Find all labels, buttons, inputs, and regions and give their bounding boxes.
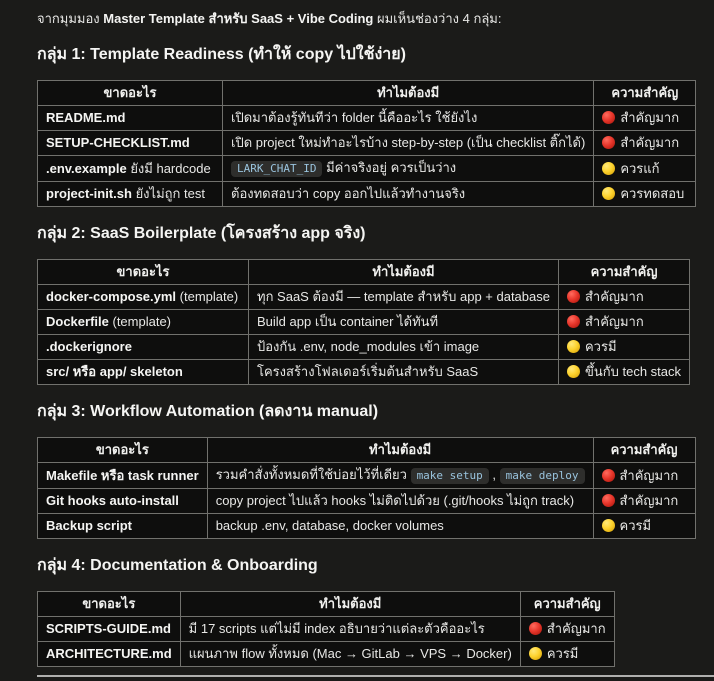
table-row [38, 617, 615, 642]
header-row [38, 260, 690, 285]
importance-cell [594, 182, 696, 207]
bold-text: SETUP-CHECKLIST.md [46, 135, 190, 150]
header-row [38, 81, 696, 106]
column-header-why: ทำไมต้องมี [223, 81, 594, 106]
group-heading: กลุ่ม 2: SaaS Boilerplate (โครงสร้าง app จริง) [37, 225, 366, 242]
yellow-circle-icon [567, 365, 580, 378]
red-circle-icon [529, 622, 542, 635]
importance-label: ควรมี [546, 646, 579, 661]
importance-label: สำคัญมาก [620, 135, 680, 150]
red-circle-icon [602, 136, 615, 149]
inline-code-chip: make deploy [500, 468, 585, 484]
column-header-importance: ความสำคัญ [558, 260, 689, 285]
red-circle-icon [602, 469, 615, 482]
intro-suffix: ผมเห็นช่องว่าง 4 กลุ่ม: [373, 11, 502, 26]
plain-text: (template) [176, 289, 239, 304]
what-cell [38, 182, 223, 207]
why-cell [207, 463, 593, 489]
group-heading: กลุ่ม 3: Workflow Automation (ลดงาน manual) [37, 403, 379, 420]
why-cell [223, 106, 594, 131]
table-row [38, 156, 696, 182]
header-row [38, 592, 615, 617]
yellow-circle-icon [567, 340, 580, 353]
importance-label: สำคัญมาก [584, 314, 644, 329]
gap-table [37, 437, 696, 539]
column-header-why: ทำไมต้องมี [180, 592, 520, 617]
importance-cell [593, 463, 695, 489]
importance-label: ขึ้นกับ tech stack [584, 364, 682, 379]
column-header-why: ทำไมต้องมี [207, 438, 593, 463]
bold-text: Backup script [46, 518, 132, 533]
red-circle-icon [602, 111, 615, 124]
plain-text: copy project ไปแล้ว hooks ไม่ติดไปด้วย (.git/hooks ไม่ถูก track) [215, 493, 575, 508]
table-row [38, 642, 615, 667]
importance-cell [593, 489, 695, 514]
importance-cell [594, 156, 696, 182]
gap-table [37, 591, 615, 667]
column-header-importance: ความสำคัญ [593, 438, 695, 463]
what-cell [38, 514, 208, 539]
importance-label: สำคัญมาก [619, 467, 679, 483]
gap-table [37, 259, 690, 385]
importance-cell [593, 514, 695, 539]
why-cell [249, 335, 559, 360]
column-header-importance: ความสำคัญ [594, 81, 696, 106]
group-heading: กลุ่ม 1: Template Readiness (ทำให้ copy ไปใช้ง่าย) [37, 46, 406, 63]
importance-label: สำคัญมาก [620, 110, 680, 125]
yellow-circle-icon [529, 647, 542, 660]
plain-text: ต้องทดสอบว่า copy ออกไปแล้วทำงานจริง [231, 186, 466, 201]
table-row [38, 463, 696, 489]
why-cell [180, 642, 520, 667]
importance-cell [558, 360, 689, 385]
plain-text: , [488, 467, 500, 482]
intro-prefix: จากมุมมอง [37, 11, 104, 26]
importance-label: ควรมี [619, 518, 652, 533]
table-row [38, 335, 690, 360]
table-row [38, 310, 690, 335]
why-cell [180, 617, 520, 642]
importance-label: ควรทดสอบ [620, 186, 685, 201]
table-row [38, 489, 696, 514]
yellow-circle-icon [602, 162, 615, 175]
importance-label: สำคัญมาก [546, 621, 606, 636]
importance-cell [558, 285, 689, 310]
what-cell [38, 285, 249, 310]
importance-label: ควรแก้ [620, 160, 660, 176]
table-row [38, 514, 696, 539]
what-cell [38, 131, 223, 156]
what-cell [38, 642, 181, 667]
bold-text: src/ หรือ app/ skeleton [46, 364, 183, 379]
what-cell [38, 463, 208, 489]
intro-text [37, 10, 714, 28]
what-cell [38, 310, 249, 335]
importance-cell [594, 106, 696, 131]
plain-text: มีค่าจริงอยู่ ควรเป็นว่าง [322, 160, 457, 175]
bold-text: Makefile หรือ task runner [46, 467, 199, 483]
what-cell [38, 489, 208, 514]
plain-text: backup .env, database, docker volumes [215, 518, 444, 533]
red-circle-icon [602, 494, 615, 507]
red-circle-icon [567, 290, 580, 303]
why-cell [223, 156, 594, 182]
yellow-circle-icon [602, 187, 615, 200]
column-header-what: ขาดอะไร [38, 260, 249, 285]
plain-text: ยังมี hardcode [126, 160, 211, 176]
column-header-why: ทำไมต้องมี [249, 260, 559, 285]
column-header-what: ขาดอะไร [38, 592, 181, 617]
yellow-circle-icon [602, 519, 615, 532]
importance-label: ควรมี [584, 339, 617, 354]
bold-text: SCRIPTS-GUIDE.md [46, 621, 171, 636]
importance-label: สำคัญมาก [584, 289, 644, 304]
plain-text: (template) [108, 314, 172, 329]
divider [37, 675, 714, 677]
gap-table [37, 80, 696, 207]
plain-text: ยังไม่ถูก test [131, 186, 205, 201]
why-cell [207, 489, 593, 514]
why-cell [223, 182, 594, 207]
why-cell [223, 131, 594, 156]
groups-container [37, 46, 714, 667]
bold-text: .env.example [46, 160, 127, 176]
table-row [38, 182, 696, 207]
bold-text: README.md [46, 110, 126, 125]
plain-text: Build app เป็น container ได้ทันที [257, 314, 439, 329]
inline-code-chip: make setup [411, 468, 489, 484]
table-row [38, 285, 690, 310]
column-header-what: ขาดอะไร [38, 438, 208, 463]
table-row [38, 106, 696, 131]
plain-text: รวมคำสั่งทั้งหมดที่ใช้บ่อยไว้ที่เดียว [215, 467, 411, 482]
column-header-what: ขาดอะไร [38, 81, 223, 106]
what-cell [38, 360, 249, 385]
plain-text: เปิดมาต้องรู้ทันทีว่า folder นี้คืออะไร ใช้ยังไง [231, 110, 478, 125]
bold-text: docker-compose.yml [46, 289, 177, 304]
bold-text: project-init.sh [46, 186, 132, 201]
red-circle-icon [567, 315, 580, 328]
bold-text: .dockerignore [46, 339, 132, 354]
group-heading: กลุ่ม 4: Documentation & Onboarding [37, 557, 318, 574]
plain-text: โครงสร้างโฟลเดอร์เริ่มต้นสำหรับ SaaS [257, 364, 479, 379]
table-row [38, 131, 696, 156]
why-cell [249, 285, 559, 310]
importance-cell [520, 642, 614, 667]
importance-cell [558, 335, 689, 360]
header-row [38, 438, 696, 463]
intro-bold-phrase: Master Template สำหรับ SaaS + Vibe Coding [103, 11, 374, 26]
what-cell [38, 335, 249, 360]
inline-code-chip: LARK_CHAT_ID [231, 161, 322, 177]
table-row [38, 360, 690, 385]
importance-label: สำคัญมาก [619, 493, 679, 508]
plain-text: ทุก SaaS ต้องมี — template สำหรับ app + database [257, 289, 550, 304]
plain-text: เปิด project ใหม่ทำอะไรบ้าง step-by-step (เป็น checklist ติ๊กได้) [231, 135, 586, 150]
why-cell [249, 360, 559, 385]
importance-cell [520, 617, 614, 642]
what-cell [38, 617, 181, 642]
what-cell [38, 106, 223, 131]
plain-text: แผนภาพ flow ทั้งหมด (Mac → GitLab → VPS → Docker) [188, 646, 512, 661]
importance-cell [594, 131, 696, 156]
bold-text: ARCHITECTURE.md [46, 646, 172, 661]
plain-text: ป้องกัน .env, node_modules เข้า image [257, 339, 480, 354]
why-cell [207, 514, 593, 539]
bold-text: Git hooks auto-install [46, 493, 179, 508]
bold-text: Dockerfile [46, 314, 109, 329]
column-header-importance: ความสำคัญ [520, 592, 614, 617]
why-cell [249, 310, 559, 335]
plain-text: มี 17 scripts แต่ไม่มี index อธิบายว่าแต่ละตัวคืออะไร [188, 621, 485, 636]
what-cell [38, 156, 223, 182]
importance-cell [558, 310, 689, 335]
